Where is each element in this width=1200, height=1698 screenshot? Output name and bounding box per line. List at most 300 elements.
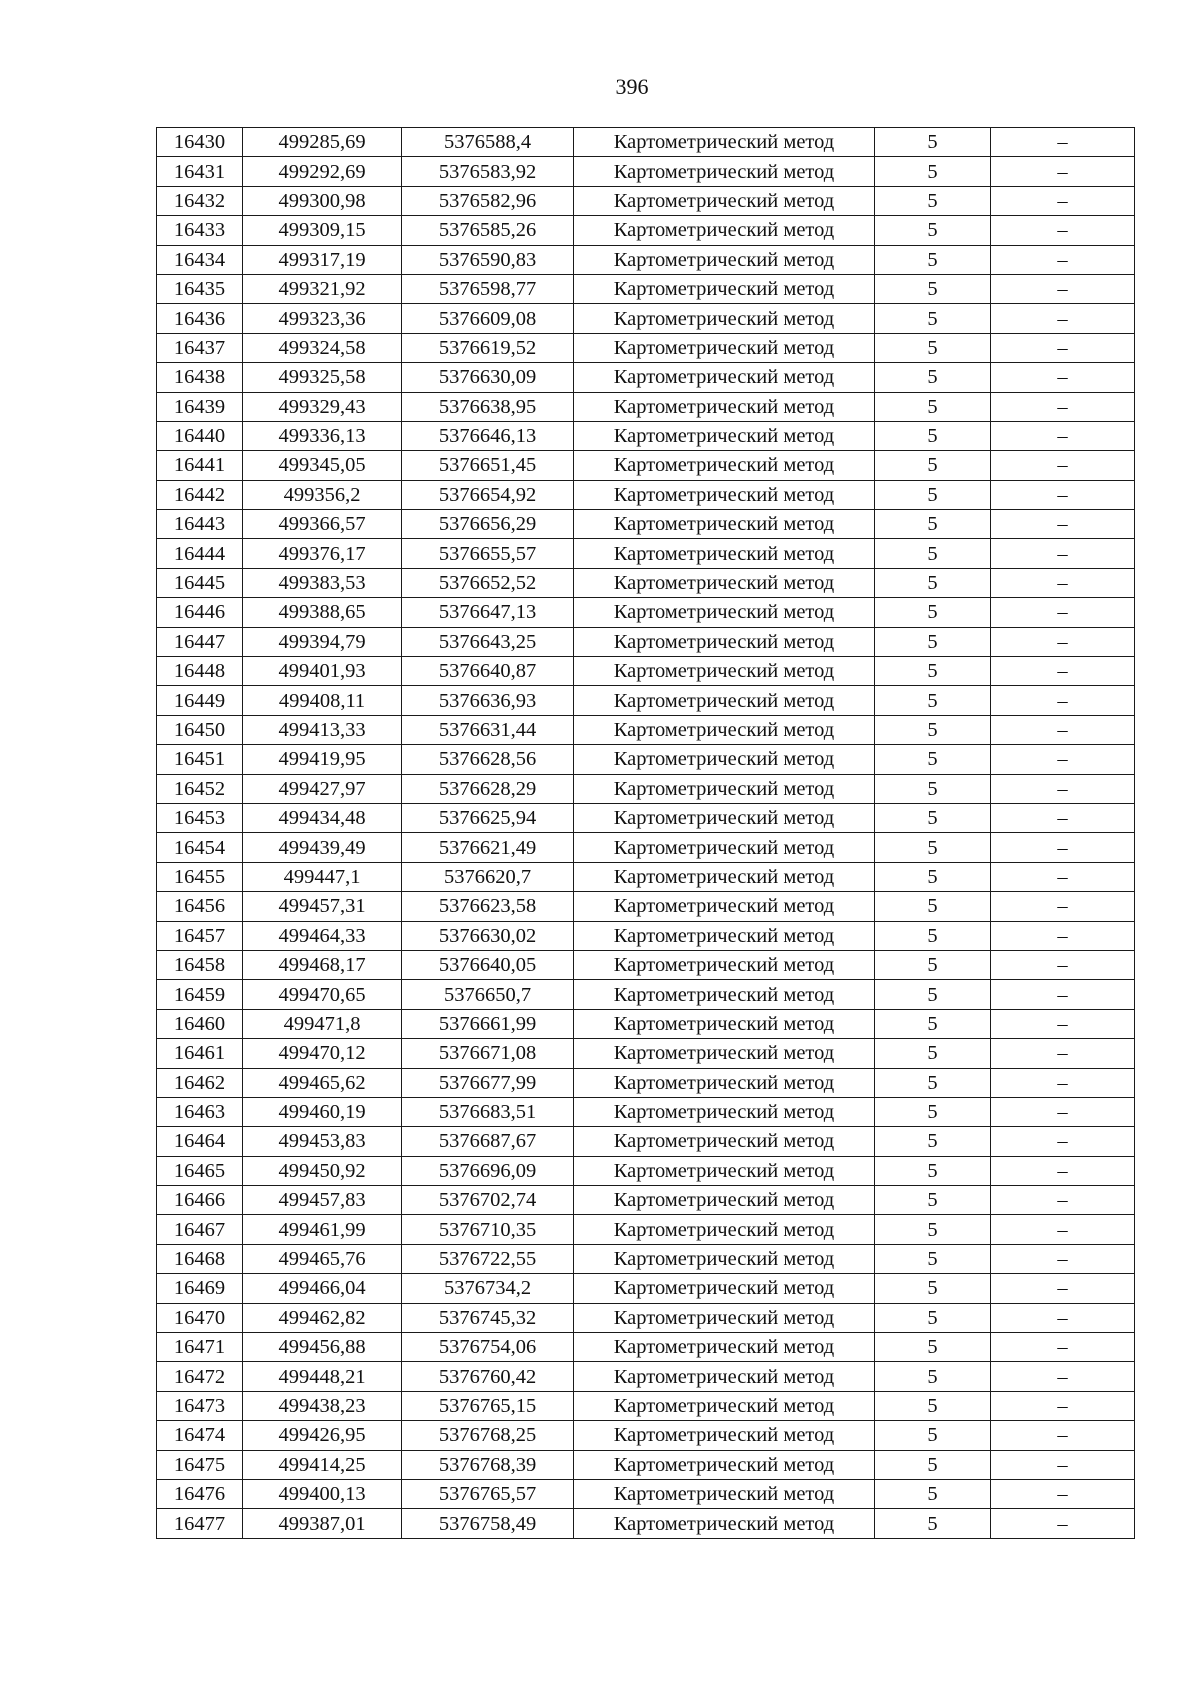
table-row bbox=[157, 480, 1135, 509]
y-coordinate-cell: 5376630,09 bbox=[402, 363, 574, 392]
table-row bbox=[157, 216, 1135, 245]
x-coordinate-cell: 499448,21 bbox=[243, 1362, 402, 1391]
y-coordinate-cell: 5376734,2 bbox=[402, 1274, 574, 1303]
y-coordinate-cell: 5376647,13 bbox=[402, 598, 574, 627]
point-number-cell: 16464 bbox=[157, 1127, 243, 1156]
x-coordinate-cell: 499309,15 bbox=[243, 216, 402, 245]
table-row bbox=[157, 1244, 1135, 1273]
table-row bbox=[157, 539, 1135, 568]
table-row bbox=[157, 1303, 1135, 1332]
table-row bbox=[157, 451, 1135, 480]
y-coordinate-cell: 5376696,09 bbox=[402, 1156, 574, 1185]
y-coordinate-cell: 5376588,4 bbox=[402, 128, 574, 157]
note-cell: – bbox=[991, 480, 1135, 509]
accuracy-cell: 5 bbox=[875, 627, 991, 656]
accuracy-cell: 5 bbox=[875, 157, 991, 186]
point-number-cell: 16465 bbox=[157, 1156, 243, 1185]
method-cell: Картометрический метод bbox=[574, 245, 875, 274]
note-cell: – bbox=[991, 1039, 1135, 1068]
table-row bbox=[157, 715, 1135, 744]
accuracy-cell: 5 bbox=[875, 421, 991, 450]
y-coordinate-cell: 5376765,57 bbox=[402, 1479, 574, 1508]
y-coordinate-cell: 5376643,25 bbox=[402, 627, 574, 656]
point-number-cell: 16433 bbox=[157, 216, 243, 245]
note-cell: – bbox=[991, 157, 1135, 186]
point-number-cell: 16444 bbox=[157, 539, 243, 568]
x-coordinate-cell: 499470,65 bbox=[243, 980, 402, 1009]
y-coordinate-cell: 5376754,06 bbox=[402, 1333, 574, 1362]
note-cell: – bbox=[991, 1362, 1135, 1391]
accuracy-cell: 5 bbox=[875, 363, 991, 392]
x-coordinate-cell: 499324,58 bbox=[243, 333, 402, 362]
x-coordinate-cell: 499387,01 bbox=[243, 1509, 402, 1538]
y-coordinate-cell: 5376583,92 bbox=[402, 157, 574, 186]
note-cell: – bbox=[991, 950, 1135, 979]
method-cell: Картометрический метод bbox=[574, 1039, 875, 1068]
accuracy-cell: 5 bbox=[875, 274, 991, 303]
table-row bbox=[157, 950, 1135, 979]
note-cell: – bbox=[991, 1156, 1135, 1185]
x-coordinate-cell: 499345,05 bbox=[243, 451, 402, 480]
x-coordinate-cell: 499468,17 bbox=[243, 950, 402, 979]
y-coordinate-cell: 5376619,52 bbox=[402, 333, 574, 362]
y-coordinate-cell: 5376585,26 bbox=[402, 216, 574, 245]
note-cell: – bbox=[991, 363, 1135, 392]
x-coordinate-cell: 499465,76 bbox=[243, 1244, 402, 1273]
method-cell: Картометрический метод bbox=[574, 1333, 875, 1362]
accuracy-cell: 5 bbox=[875, 1127, 991, 1156]
x-coordinate-cell: 499426,95 bbox=[243, 1421, 402, 1450]
method-cell: Картометрический метод bbox=[574, 1244, 875, 1273]
method-cell: Картометрический метод bbox=[574, 274, 875, 303]
point-number-cell: 16467 bbox=[157, 1215, 243, 1244]
point-number-cell: 16440 bbox=[157, 421, 243, 450]
table-row bbox=[157, 128, 1135, 157]
table-row bbox=[157, 1274, 1135, 1303]
note-cell: – bbox=[991, 803, 1135, 832]
method-cell: Картометрический метод bbox=[574, 480, 875, 509]
y-coordinate-cell: 5376631,44 bbox=[402, 715, 574, 744]
method-cell: Картометрический метод bbox=[574, 216, 875, 245]
x-coordinate-cell: 499292,69 bbox=[243, 157, 402, 186]
note-cell: – bbox=[991, 304, 1135, 333]
y-coordinate-cell: 5376625,94 bbox=[402, 803, 574, 832]
y-coordinate-cell: 5376652,52 bbox=[402, 568, 574, 597]
y-coordinate-cell: 5376710,35 bbox=[402, 1215, 574, 1244]
method-cell: Картометрический метод bbox=[574, 598, 875, 627]
note-cell: – bbox=[991, 715, 1135, 744]
method-cell: Картометрический метод bbox=[574, 1068, 875, 1097]
table-row bbox=[157, 392, 1135, 421]
x-coordinate-cell: 499400,13 bbox=[243, 1479, 402, 1508]
method-cell: Картометрический метод bbox=[574, 392, 875, 421]
y-coordinate-cell: 5376640,87 bbox=[402, 657, 574, 686]
x-coordinate-cell: 499456,88 bbox=[243, 1333, 402, 1362]
note-cell: – bbox=[991, 686, 1135, 715]
accuracy-cell: 5 bbox=[875, 774, 991, 803]
accuracy-cell: 5 bbox=[875, 803, 991, 832]
point-number-cell: 16438 bbox=[157, 363, 243, 392]
method-cell: Картометрический метод bbox=[574, 774, 875, 803]
table-row bbox=[157, 1186, 1135, 1215]
point-number-cell: 16453 bbox=[157, 803, 243, 832]
point-number-cell: 16460 bbox=[157, 1009, 243, 1038]
accuracy-cell: 5 bbox=[875, 1244, 991, 1273]
y-coordinate-cell: 5376628,29 bbox=[402, 774, 574, 803]
x-coordinate-cell: 499457,31 bbox=[243, 892, 402, 921]
accuracy-cell: 5 bbox=[875, 892, 991, 921]
method-cell: Картометрический метод bbox=[574, 1509, 875, 1538]
table-row bbox=[157, 333, 1135, 362]
x-coordinate-cell: 499325,58 bbox=[243, 363, 402, 392]
method-cell: Картометрический метод bbox=[574, 980, 875, 1009]
point-number-cell: 16461 bbox=[157, 1039, 243, 1068]
x-coordinate-cell: 499439,49 bbox=[243, 833, 402, 862]
x-coordinate-cell: 499356,2 bbox=[243, 480, 402, 509]
method-cell: Картометрический метод bbox=[574, 1186, 875, 1215]
y-coordinate-cell: 5376765,15 bbox=[402, 1391, 574, 1420]
note-cell: – bbox=[991, 274, 1135, 303]
method-cell: Картометрический метод bbox=[574, 539, 875, 568]
note-cell: – bbox=[991, 245, 1135, 274]
table-row bbox=[157, 980, 1135, 1009]
point-number-cell: 16459 bbox=[157, 980, 243, 1009]
y-coordinate-cell: 5376609,08 bbox=[402, 304, 574, 333]
table-row bbox=[157, 833, 1135, 862]
x-coordinate-cell: 499323,36 bbox=[243, 304, 402, 333]
method-cell: Картометрический метод bbox=[574, 715, 875, 744]
x-coordinate-cell: 499300,98 bbox=[243, 186, 402, 215]
y-coordinate-cell: 5376745,32 bbox=[402, 1303, 574, 1332]
point-number-cell: 16445 bbox=[157, 568, 243, 597]
accuracy-cell: 5 bbox=[875, 1333, 991, 1362]
y-coordinate-cell: 5376640,05 bbox=[402, 950, 574, 979]
x-coordinate-cell: 499394,79 bbox=[243, 627, 402, 656]
accuracy-cell: 5 bbox=[875, 1479, 991, 1508]
table-row bbox=[157, 568, 1135, 597]
accuracy-cell: 5 bbox=[875, 1215, 991, 1244]
point-number-cell: 16430 bbox=[157, 128, 243, 157]
table-row bbox=[157, 363, 1135, 392]
x-coordinate-cell: 499447,1 bbox=[243, 862, 402, 891]
y-coordinate-cell: 5376702,74 bbox=[402, 1186, 574, 1215]
x-coordinate-cell: 499460,19 bbox=[243, 1097, 402, 1126]
note-cell: – bbox=[991, 1215, 1135, 1244]
note-cell: – bbox=[991, 1391, 1135, 1420]
point-number-cell: 16447 bbox=[157, 627, 243, 656]
point-number-cell: 16473 bbox=[157, 1391, 243, 1420]
point-number-cell: 16471 bbox=[157, 1333, 243, 1362]
x-coordinate-cell: 499408,11 bbox=[243, 686, 402, 715]
accuracy-cell: 5 bbox=[875, 921, 991, 950]
point-number-cell: 16454 bbox=[157, 833, 243, 862]
table-row bbox=[157, 657, 1135, 686]
note-cell: – bbox=[991, 451, 1135, 480]
point-number-cell: 16477 bbox=[157, 1509, 243, 1538]
method-cell: Картометрический метод bbox=[574, 1303, 875, 1332]
accuracy-cell: 5 bbox=[875, 1186, 991, 1215]
accuracy-cell: 5 bbox=[875, 980, 991, 1009]
coordinates-table-body bbox=[157, 128, 1135, 1539]
point-number-cell: 16451 bbox=[157, 745, 243, 774]
y-coordinate-cell: 5376630,02 bbox=[402, 921, 574, 950]
method-cell: Картометрический метод bbox=[574, 803, 875, 832]
note-cell: – bbox=[991, 774, 1135, 803]
point-number-cell: 16475 bbox=[157, 1450, 243, 1479]
accuracy-cell: 5 bbox=[875, 1097, 991, 1126]
method-cell: Картометрический метод bbox=[574, 451, 875, 480]
point-number-cell: 16456 bbox=[157, 892, 243, 921]
method-cell: Картометрический метод bbox=[574, 510, 875, 539]
x-coordinate-cell: 499366,57 bbox=[243, 510, 402, 539]
table-row bbox=[157, 1450, 1135, 1479]
table-row bbox=[157, 510, 1135, 539]
y-coordinate-cell: 5376654,92 bbox=[402, 480, 574, 509]
x-coordinate-cell: 499465,62 bbox=[243, 1068, 402, 1097]
x-coordinate-cell: 499450,92 bbox=[243, 1156, 402, 1185]
note-cell: – bbox=[991, 1009, 1135, 1038]
accuracy-cell: 5 bbox=[875, 1156, 991, 1185]
accuracy-cell: 5 bbox=[875, 715, 991, 744]
method-cell: Картометрический метод bbox=[574, 128, 875, 157]
table-row bbox=[157, 1097, 1135, 1126]
accuracy-cell: 5 bbox=[875, 1421, 991, 1450]
x-coordinate-cell: 499453,83 bbox=[243, 1127, 402, 1156]
note-cell: – bbox=[991, 1479, 1135, 1508]
method-cell: Картометрический метод bbox=[574, 568, 875, 597]
x-coordinate-cell: 499336,13 bbox=[243, 421, 402, 450]
accuracy-cell: 5 bbox=[875, 1303, 991, 1332]
method-cell: Картометрический метод bbox=[574, 657, 875, 686]
method-cell: Картометрический метод bbox=[574, 333, 875, 362]
x-coordinate-cell: 499383,53 bbox=[243, 568, 402, 597]
table-row bbox=[157, 921, 1135, 950]
method-cell: Картометрический метод bbox=[574, 1362, 875, 1391]
accuracy-cell: 5 bbox=[875, 1391, 991, 1420]
x-coordinate-cell: 499457,83 bbox=[243, 1186, 402, 1215]
point-number-cell: 16431 bbox=[157, 157, 243, 186]
y-coordinate-cell: 5376677,99 bbox=[402, 1068, 574, 1097]
point-number-cell: 16448 bbox=[157, 657, 243, 686]
y-coordinate-cell: 5376687,67 bbox=[402, 1127, 574, 1156]
y-coordinate-cell: 5376636,93 bbox=[402, 686, 574, 715]
y-coordinate-cell: 5376650,7 bbox=[402, 980, 574, 1009]
table-row bbox=[157, 774, 1135, 803]
table-row bbox=[157, 892, 1135, 921]
y-coordinate-cell: 5376620,7 bbox=[402, 862, 574, 891]
note-cell: – bbox=[991, 745, 1135, 774]
y-coordinate-cell: 5376671,08 bbox=[402, 1039, 574, 1068]
accuracy-cell: 5 bbox=[875, 1509, 991, 1538]
x-coordinate-cell: 499466,04 bbox=[243, 1274, 402, 1303]
accuracy-cell: 5 bbox=[875, 657, 991, 686]
method-cell: Картометрический метод bbox=[574, 1156, 875, 1185]
method-cell: Картометрический метод bbox=[574, 862, 875, 891]
note-cell: – bbox=[991, 1068, 1135, 1097]
x-coordinate-cell: 499427,97 bbox=[243, 774, 402, 803]
x-coordinate-cell: 499321,92 bbox=[243, 274, 402, 303]
note-cell: – bbox=[991, 333, 1135, 362]
table-row bbox=[157, 686, 1135, 715]
accuracy-cell: 5 bbox=[875, 568, 991, 597]
table-row bbox=[157, 745, 1135, 774]
accuracy-cell: 5 bbox=[875, 1068, 991, 1097]
note-cell: – bbox=[991, 186, 1135, 215]
accuracy-cell: 5 bbox=[875, 216, 991, 245]
page-number: 396 bbox=[615, 74, 649, 99]
y-coordinate-cell: 5376651,45 bbox=[402, 451, 574, 480]
point-number-cell: 16437 bbox=[157, 333, 243, 362]
accuracy-cell: 5 bbox=[875, 686, 991, 715]
note-cell: – bbox=[991, 539, 1135, 568]
y-coordinate-cell: 5376758,49 bbox=[402, 1509, 574, 1538]
method-cell: Картометрический метод bbox=[574, 1479, 875, 1508]
point-number-cell: 16436 bbox=[157, 304, 243, 333]
note-cell: – bbox=[991, 1274, 1135, 1303]
note-cell: – bbox=[991, 1186, 1135, 1215]
point-number-cell: 16449 bbox=[157, 686, 243, 715]
y-coordinate-cell: 5376621,49 bbox=[402, 833, 574, 862]
y-coordinate-cell: 5376628,56 bbox=[402, 745, 574, 774]
table-row bbox=[157, 1362, 1135, 1391]
point-number-cell: 16463 bbox=[157, 1097, 243, 1126]
table-row bbox=[157, 245, 1135, 274]
note-cell: – bbox=[991, 510, 1135, 539]
table-row bbox=[157, 1215, 1135, 1244]
note-cell: – bbox=[991, 1509, 1135, 1538]
accuracy-cell: 5 bbox=[875, 833, 991, 862]
method-cell: Картометрический метод bbox=[574, 421, 875, 450]
table-row bbox=[157, 1333, 1135, 1362]
point-number-cell: 16446 bbox=[157, 598, 243, 627]
accuracy-cell: 5 bbox=[875, 1362, 991, 1391]
note-cell: – bbox=[991, 568, 1135, 597]
method-cell: Картометрический метод bbox=[574, 157, 875, 186]
method-cell: Картометрический метод bbox=[574, 363, 875, 392]
y-coordinate-cell: 5376638,95 bbox=[402, 392, 574, 421]
note-cell: – bbox=[991, 921, 1135, 950]
point-number-cell: 16466 bbox=[157, 1186, 243, 1215]
note-cell: – bbox=[991, 892, 1135, 921]
y-coordinate-cell: 5376590,83 bbox=[402, 245, 574, 274]
x-coordinate-cell: 499413,33 bbox=[243, 715, 402, 744]
point-number-cell: 16442 bbox=[157, 480, 243, 509]
point-number-cell: 16452 bbox=[157, 774, 243, 803]
method-cell: Картометрический метод bbox=[574, 1274, 875, 1303]
y-coordinate-cell: 5376768,39 bbox=[402, 1450, 574, 1479]
accuracy-cell: 5 bbox=[875, 510, 991, 539]
table-row bbox=[157, 304, 1135, 333]
y-coordinate-cell: 5376683,51 bbox=[402, 1097, 574, 1126]
accuracy-cell: 5 bbox=[875, 333, 991, 362]
note-cell: – bbox=[991, 627, 1135, 656]
method-cell: Картометрический метод bbox=[574, 1215, 875, 1244]
note-cell: – bbox=[991, 598, 1135, 627]
accuracy-cell: 5 bbox=[875, 862, 991, 891]
method-cell: Картометрический метод bbox=[574, 921, 875, 950]
note-cell: – bbox=[991, 1127, 1135, 1156]
accuracy-cell: 5 bbox=[875, 1039, 991, 1068]
table-row bbox=[157, 421, 1135, 450]
table-row bbox=[157, 1127, 1135, 1156]
x-coordinate-cell: 499285,69 bbox=[243, 128, 402, 157]
coordinates-table bbox=[156, 127, 1135, 1539]
point-number-cell: 16439 bbox=[157, 392, 243, 421]
method-cell: Картометрический метод bbox=[574, 833, 875, 862]
table-row bbox=[157, 1009, 1135, 1038]
y-coordinate-cell: 5376661,99 bbox=[402, 1009, 574, 1038]
note-cell: – bbox=[991, 128, 1135, 157]
note-cell: – bbox=[991, 216, 1135, 245]
method-cell: Картометрический метод bbox=[574, 1391, 875, 1420]
y-coordinate-cell: 5376582,96 bbox=[402, 186, 574, 215]
x-coordinate-cell: 499329,43 bbox=[243, 392, 402, 421]
table-row bbox=[157, 1068, 1135, 1097]
accuracy-cell: 5 bbox=[875, 480, 991, 509]
accuracy-cell: 5 bbox=[875, 539, 991, 568]
table-row bbox=[157, 186, 1135, 215]
note-cell: – bbox=[991, 1303, 1135, 1332]
y-coordinate-cell: 5376646,13 bbox=[402, 421, 574, 450]
table-row bbox=[157, 862, 1135, 891]
accuracy-cell: 5 bbox=[875, 128, 991, 157]
x-coordinate-cell: 499470,12 bbox=[243, 1039, 402, 1068]
point-number-cell: 16455 bbox=[157, 862, 243, 891]
point-number-cell: 16469 bbox=[157, 1274, 243, 1303]
point-number-cell: 16457 bbox=[157, 921, 243, 950]
table-row bbox=[157, 1391, 1135, 1420]
table-row bbox=[157, 803, 1135, 832]
point-number-cell: 16441 bbox=[157, 451, 243, 480]
accuracy-cell: 5 bbox=[875, 1009, 991, 1038]
x-coordinate-cell: 499438,23 bbox=[243, 1391, 402, 1420]
y-coordinate-cell: 5376623,58 bbox=[402, 892, 574, 921]
note-cell: – bbox=[991, 421, 1135, 450]
y-coordinate-cell: 5376656,29 bbox=[402, 510, 574, 539]
x-coordinate-cell: 499388,65 bbox=[243, 598, 402, 627]
accuracy-cell: 5 bbox=[875, 1450, 991, 1479]
table-row bbox=[157, 598, 1135, 627]
y-coordinate-cell: 5376768,25 bbox=[402, 1421, 574, 1450]
note-cell: – bbox=[991, 392, 1135, 421]
point-number-cell: 16470 bbox=[157, 1303, 243, 1332]
table-row bbox=[157, 1421, 1135, 1450]
x-coordinate-cell: 499461,99 bbox=[243, 1215, 402, 1244]
point-number-cell: 16468 bbox=[157, 1244, 243, 1273]
method-cell: Картометрический метод bbox=[574, 892, 875, 921]
point-number-cell: 16474 bbox=[157, 1421, 243, 1450]
table-row bbox=[157, 157, 1135, 186]
point-number-cell: 16432 bbox=[157, 186, 243, 215]
point-number-cell: 16435 bbox=[157, 274, 243, 303]
note-cell: – bbox=[991, 1097, 1135, 1126]
accuracy-cell: 5 bbox=[875, 598, 991, 627]
method-cell: Картометрический метод bbox=[574, 1421, 875, 1450]
accuracy-cell: 5 bbox=[875, 745, 991, 774]
note-cell: – bbox=[991, 1450, 1135, 1479]
method-cell: Картометрический метод bbox=[574, 627, 875, 656]
point-number-cell: 16472 bbox=[157, 1362, 243, 1391]
y-coordinate-cell: 5376722,55 bbox=[402, 1244, 574, 1273]
note-cell: – bbox=[991, 833, 1135, 862]
x-coordinate-cell: 499414,25 bbox=[243, 1450, 402, 1479]
x-coordinate-cell: 499317,19 bbox=[243, 245, 402, 274]
point-number-cell: 16450 bbox=[157, 715, 243, 744]
table-row bbox=[157, 627, 1135, 656]
method-cell: Картометрический метод bbox=[574, 186, 875, 215]
note-cell: – bbox=[991, 1244, 1135, 1273]
x-coordinate-cell: 499419,95 bbox=[243, 745, 402, 774]
